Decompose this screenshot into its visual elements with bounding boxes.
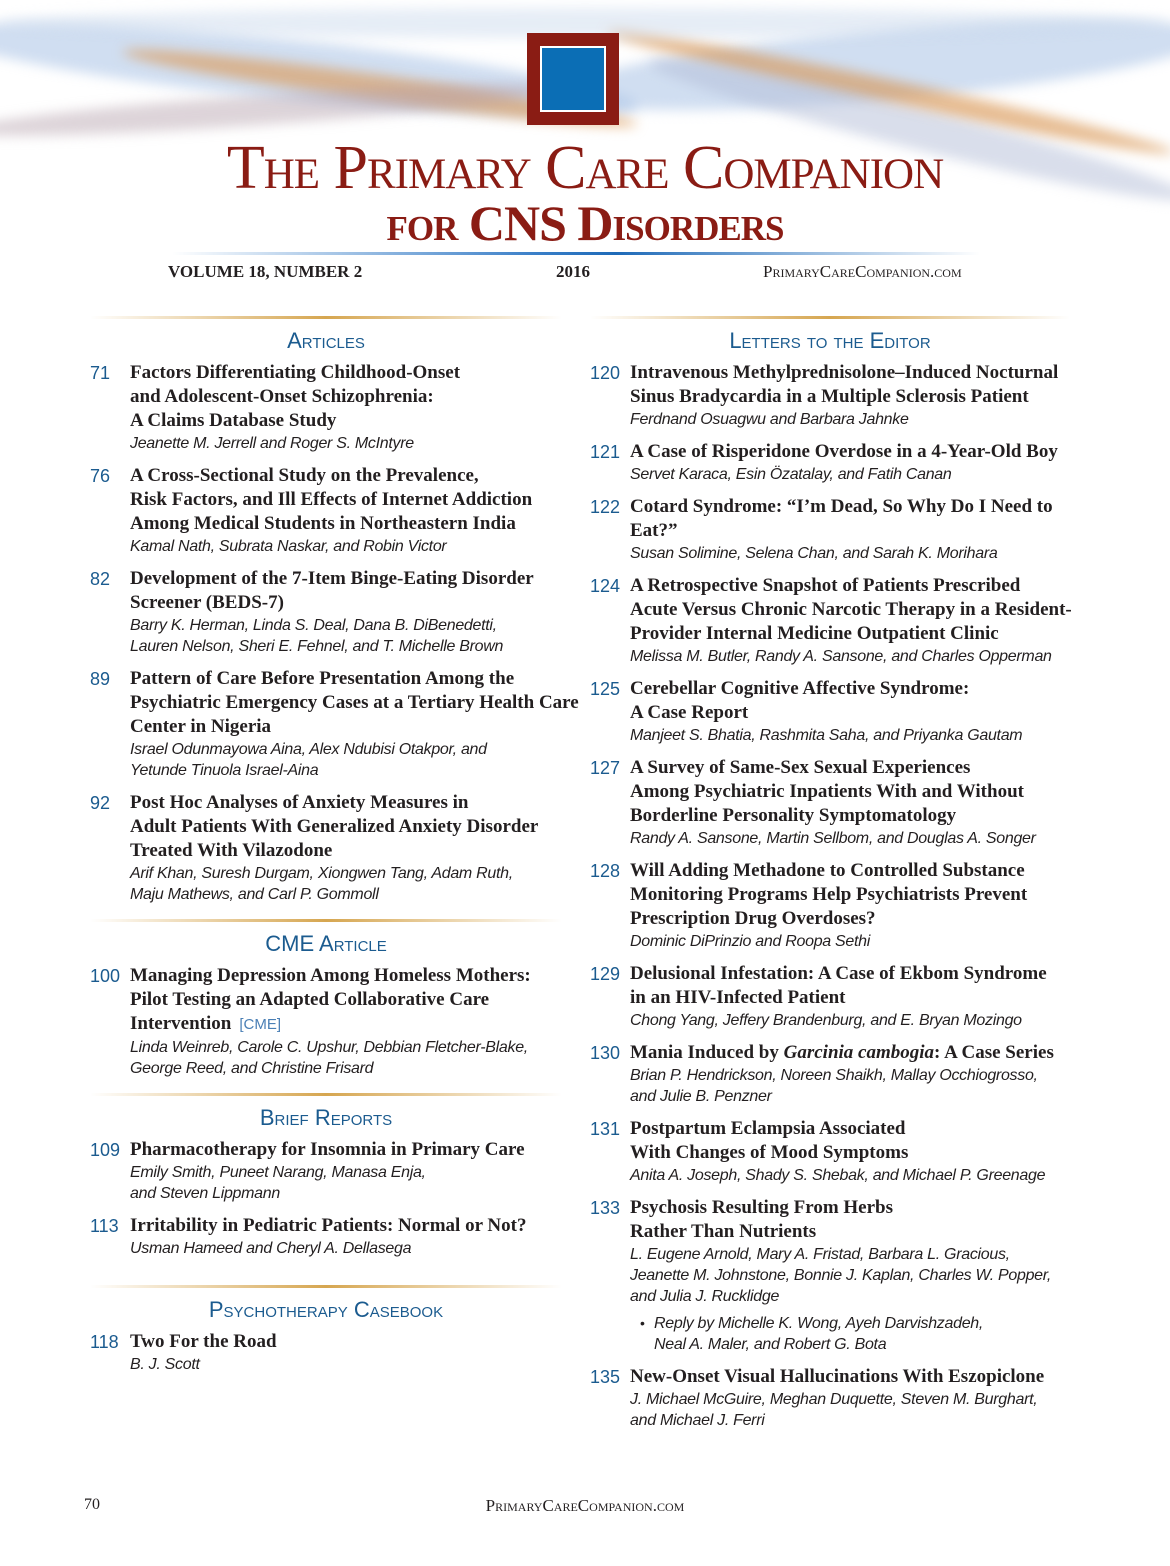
authors-line: Servet Karaca, Esin Özatalay, and Fatih Canan bbox=[630, 466, 952, 483]
toc-entry[interactable] bbox=[590, 1117, 1070, 1186]
toc-entry[interactable] bbox=[90, 567, 562, 657]
toc-entry[interactable] bbox=[90, 964, 562, 1079]
authors-line: Brian P. Hendrickson, Noreen Shaikh, Mallay Occhiogrosso, bbox=[630, 1067, 1038, 1084]
section-heading: Articles bbox=[287, 328, 365, 353]
section-divider bbox=[590, 316, 1070, 319]
article-title-line[interactable]: Eat?” bbox=[630, 520, 678, 541]
article-title-line[interactable]: With Changes of Mood Symptoms bbox=[630, 1142, 909, 1163]
entry-body bbox=[630, 361, 1070, 430]
entry-body bbox=[130, 791, 562, 905]
masthead-divider bbox=[172, 252, 980, 255]
article-title-line[interactable]: A Claims Database Study bbox=[130, 410, 337, 431]
toc-entry[interactable] bbox=[90, 1138, 562, 1204]
entry-body bbox=[630, 962, 1070, 1031]
page-number: 125 bbox=[590, 679, 621, 699]
right-column bbox=[590, 316, 1070, 1441]
authors-line: Emily Smith, Puneet Narang, Manasa Enja, bbox=[130, 1164, 426, 1181]
entry-body bbox=[130, 567, 562, 657]
article-title-line[interactable]: Risk Factors, and Ill Effects of Internet Addiction bbox=[130, 489, 533, 510]
journal-subtitle: for CNS Disorders bbox=[386, 195, 784, 251]
article-title-line[interactable]: Pattern of Care Before Presentation Among the bbox=[130, 668, 515, 689]
toc-entry[interactable] bbox=[90, 464, 562, 557]
journal-title: The Primary Care Companion bbox=[226, 134, 944, 202]
article-title-line[interactable]: A Survey of Same-Sex Sexual Experiences bbox=[630, 757, 971, 778]
article-title-line[interactable]: in an HIV-Infected Patient bbox=[630, 987, 846, 1008]
entry-body bbox=[630, 495, 1070, 564]
entry-body bbox=[630, 1041, 1070, 1107]
toc-entry[interactable] bbox=[590, 1365, 1070, 1431]
authors-line: and Steven Lippmann bbox=[130, 1185, 280, 1202]
footer-website[interactable]: PrimaryCareCompanion.com bbox=[485, 1496, 685, 1515]
authors-line: Israel Odunmayowa Aina, Alex Ndubisi Otakpor, and bbox=[130, 741, 487, 758]
toc-section bbox=[590, 316, 1070, 1431]
page-number: 129 bbox=[590, 964, 621, 984]
entry-body bbox=[630, 1365, 1070, 1431]
entry-body bbox=[630, 756, 1070, 849]
article-title-line[interactable]: Two For the Road bbox=[130, 1331, 277, 1352]
article-title-line[interactable]: A Retrospective Snapshot of Patients Prescribed bbox=[630, 575, 1021, 596]
article-title-line[interactable]: Sinus Bradycardia in a Multiple Sclerosis Patient bbox=[630, 386, 1029, 407]
entry-body bbox=[130, 1138, 562, 1204]
title-text: Intervention bbox=[130, 1013, 232, 1034]
authors-line: Linda Weinreb, Carole C. Upshur, Debbian Fletcher-Blake, bbox=[130, 1039, 528, 1056]
article-title-line[interactable]: Acute Versus Chronic Narcotic Therapy in a Resident- bbox=[630, 599, 1072, 620]
authors-line: and Julie B. Penzner bbox=[630, 1088, 772, 1105]
toc-entry[interactable] bbox=[590, 1196, 1070, 1355]
page-number: 130 bbox=[590, 1043, 621, 1063]
page-number: 100 bbox=[90, 966, 121, 986]
article-title-line[interactable]: Psychosis Resulting From Herbs bbox=[630, 1197, 894, 1218]
section-heading: Letters to the Editor bbox=[729, 328, 931, 353]
authors-line: Dominic DiPrinzio and Roopa Sethi bbox=[630, 933, 870, 950]
toc-section bbox=[90, 1285, 562, 1375]
article-title-line[interactable]: Factors Differentiating Childhood-Onset bbox=[130, 362, 461, 383]
issue-year: 2016 bbox=[556, 262, 590, 281]
authors-line: Usman Hameed and Cheryl A. Dellasega bbox=[130, 1240, 412, 1257]
toc-entry[interactable] bbox=[590, 1041, 1070, 1107]
volume-number: VOLUME 18, NUMBER 2 bbox=[168, 262, 363, 281]
section-heading: CME Article bbox=[265, 931, 387, 956]
toc-section bbox=[90, 316, 579, 905]
toc-section bbox=[90, 919, 562, 1079]
page-number: 92 bbox=[90, 793, 111, 813]
authors-line: George Reed, and Christine Frisard bbox=[130, 1060, 374, 1077]
reply-lines bbox=[654, 1313, 983, 1355]
entry-body bbox=[630, 1117, 1070, 1186]
entry-body bbox=[630, 859, 1070, 952]
section-divider bbox=[90, 1093, 562, 1096]
section-divider bbox=[90, 316, 562, 319]
toc-entry[interactable] bbox=[590, 574, 1070, 667]
toc-entry[interactable] bbox=[590, 677, 1070, 746]
article-title-line[interactable]: Pharmacotherapy for Insomnia in Primary Care bbox=[130, 1139, 525, 1160]
article-title-line[interactable]: Among Psychiatric Inpatients With and Without bbox=[630, 781, 1024, 802]
entry-body bbox=[130, 361, 562, 454]
authors-line: Lauren Nelson, Sheri E. Fehnel, and T. Michelle Brown bbox=[130, 638, 504, 655]
article-title-line[interactable]: Provider Internal Medicine Outpatient Clinic bbox=[630, 623, 999, 644]
left-column bbox=[90, 316, 579, 1385]
page-number: 122 bbox=[590, 497, 621, 517]
article-title-line[interactable]: A Case of Risperidone Overdose in a 4-Year-Old Boy bbox=[630, 441, 1058, 462]
article-title-line[interactable]: Psychiatric Emergency Cases at a Tertiary Health Care bbox=[130, 692, 579, 713]
authors-line: Anita A. Joseph, Shady S. Shebak, and Michael P. Greenage bbox=[630, 1167, 1046, 1184]
page-number: 127 bbox=[590, 758, 621, 778]
article-title-line[interactable]: Delusional Infestation: A Case of Ekbom Syndrome bbox=[630, 963, 1047, 984]
article-title-line[interactable]: Postpartum Eclampsia Associated bbox=[630, 1118, 906, 1139]
toc-entry[interactable] bbox=[90, 1330, 562, 1375]
page-number: 89 bbox=[90, 669, 111, 689]
article-title-line[interactable]: Among Medical Students in Northeastern India bbox=[130, 513, 516, 534]
article-title-line[interactable]: Treated With Vilazodone bbox=[130, 840, 333, 861]
entry-body bbox=[130, 667, 579, 781]
authors-line: and Michael J. Ferri bbox=[630, 1412, 765, 1429]
page-number: 120 bbox=[590, 363, 621, 383]
authors-line: Jeanette M. Johnstone, Bonnie J. Kaplan, Charles W. Popper, bbox=[630, 1267, 1052, 1284]
entry-body bbox=[630, 677, 1070, 746]
article-title-line[interactable]: Screener (BEDS-7) bbox=[130, 592, 284, 613]
toc-entry[interactable] bbox=[90, 361, 562, 454]
toc-entry[interactable] bbox=[90, 667, 579, 781]
page-number: 70 bbox=[84, 1496, 100, 1513]
journal-logo bbox=[527, 33, 619, 125]
section-heading: Brief Reports bbox=[259, 1105, 393, 1130]
toc-entry[interactable] bbox=[590, 361, 1070, 430]
page-number: 124 bbox=[590, 576, 621, 596]
authors-line: Yetunde Tinuola Israel-Aina bbox=[130, 762, 319, 779]
authors-line: B. J. Scott bbox=[130, 1356, 200, 1373]
article-title-line[interactable]: Monitoring Programs Help Psychiatrists Prevent bbox=[630, 884, 1028, 905]
page-number: 128 bbox=[590, 861, 621, 881]
title-segment: Garcinia cambogia bbox=[783, 1042, 935, 1063]
authors-line: Arif Khan, Suresh Durgam, Xiongwen Tang, Adam Ruth, bbox=[130, 865, 513, 882]
article-title-line[interactable]: New-Onset Visual Hallucinations With Eszopiclone bbox=[630, 1366, 1045, 1387]
authors-line: Susan Solimine, Selena Chan, and Sarah K. Morihara bbox=[630, 545, 998, 562]
article-title-line[interactable]: Prescription Drug Overdoses? bbox=[630, 908, 876, 929]
article-title-line[interactable]: Center in Nigeria bbox=[130, 716, 272, 737]
toc-section bbox=[90, 1093, 562, 1259]
authors-line: Melissa M. Butler, Randy A. Sansone, and Charles Opperman bbox=[630, 648, 1052, 665]
article-title-line[interactable]: Cotard Syndrome: “I’m Dead, So Why Do I Need to bbox=[630, 496, 1053, 517]
reply-item[interactable] bbox=[630, 1313, 1070, 1355]
authors-line: J. Michael McGuire, Meghan Duquette, Steven M. Burghart, bbox=[630, 1391, 1038, 1408]
toc-entry[interactable] bbox=[90, 1214, 562, 1259]
entry-body bbox=[630, 1196, 1070, 1355]
toc-entry[interactable] bbox=[590, 495, 1070, 564]
page-number: 109 bbox=[90, 1140, 121, 1160]
authors-line: Kamal Nath, Subrata Naskar, and Robin Victor bbox=[130, 538, 447, 555]
cme-badge[interactable]: [CME] bbox=[239, 1016, 281, 1033]
website-link[interactable]: PrimaryCareCompanion.com bbox=[763, 262, 962, 281]
article-title-line[interactable]: A Case Report bbox=[630, 702, 749, 723]
page-number: 133 bbox=[590, 1198, 621, 1218]
article-title-line[interactable]: A Cross-Sectional Study on the Prevalence, bbox=[130, 465, 479, 486]
authors-line: and Julia J. Rucklidge bbox=[630, 1288, 780, 1305]
article-title-line[interactable]: Irritability in Pediatric Patients: Normal or Not? bbox=[130, 1215, 527, 1236]
section-divider bbox=[90, 919, 562, 922]
page-number: 131 bbox=[590, 1119, 621, 1139]
title-segment: Mania Induced by bbox=[630, 1042, 784, 1063]
entry-body bbox=[630, 574, 1072, 667]
page-number: 76 bbox=[90, 466, 111, 486]
authors-line: Barry K. Herman, Linda S. Deal, Dana B. DiBenedetti, bbox=[130, 617, 497, 634]
entry-body bbox=[130, 964, 562, 1079]
section-heading: Psychotherapy Casebook bbox=[208, 1297, 444, 1322]
toc-entry[interactable] bbox=[590, 859, 1070, 952]
entry-body bbox=[130, 1330, 562, 1375]
toc-entry[interactable] bbox=[590, 962, 1070, 1031]
entry-body bbox=[130, 464, 562, 557]
authors-line: Manjeet S. Bhatia, Rashmita Saha, and Priyanka Gautam bbox=[630, 727, 1023, 744]
entry-body bbox=[130, 1214, 562, 1259]
toc-entry[interactable] bbox=[590, 440, 1070, 485]
authors-line: L. Eugene Arnold, Mary A. Fristad, Barbara L. Gracious, bbox=[630, 1246, 1010, 1263]
toc-entry[interactable] bbox=[90, 791, 562, 905]
page-number: 82 bbox=[90, 569, 111, 589]
bullet-icon: • bbox=[640, 1315, 645, 1331]
article-title-line[interactable]: and Adolescent-Onset Schizophrenia: bbox=[130, 386, 434, 407]
page-number: 118 bbox=[90, 1332, 119, 1352]
reply-line: Reply by Michelle K. Wong, Ayeh Darvishzadeh, bbox=[654, 1315, 984, 1332]
article-title-line[interactable]: Pilot Testing an Adapted Collaborative Care bbox=[130, 989, 490, 1010]
article-title-line[interactable]: Cerebellar Cognitive Affective Syndrome: bbox=[630, 678, 970, 699]
authors-line: Ferdnand Osuagwu and Barbara Jahnke bbox=[630, 411, 909, 428]
toc-entry[interactable] bbox=[590, 756, 1070, 849]
authors-line: Maju Mathews, and Carl P. Gommoll bbox=[130, 886, 379, 903]
entry-body bbox=[630, 440, 1070, 485]
authors-line: Jeanette M. Jerrell and Roger S. McIntyre bbox=[130, 435, 414, 452]
reply-line: Neal A. Maler, and Robert G. Bota bbox=[654, 1336, 887, 1353]
article-title-line[interactable]: Will Adding Methadone to Controlled Substance bbox=[630, 860, 1025, 881]
authors-line: Randy A. Sansone, Martin Sellbom, and Douglas A. Songer bbox=[630, 830, 1036, 847]
article-title-line[interactable]: Development of the 7-Item Binge-Eating Disorder bbox=[130, 568, 534, 589]
article-title-line[interactable]: Borderline Personality Symptomatology bbox=[630, 805, 957, 826]
article-title-line[interactable]: Rather Than Nutrients bbox=[630, 1221, 817, 1242]
article-title-line[interactable] bbox=[630, 1041, 1070, 1065]
article-title-line[interactable]: Intravenous Methylprednisolone–Induced Nocturnal bbox=[630, 362, 1059, 383]
page-number: 135 bbox=[590, 1367, 621, 1387]
page-number: 71 bbox=[90, 363, 111, 383]
authors-line: Chong Yang, Jeffery Brandenburg, and E. Bryan Mozingo bbox=[630, 1012, 1022, 1029]
article-title-line[interactable]: Managing Depression Among Homeless Mothers: bbox=[130, 965, 531, 986]
article-title-line[interactable]: Adult Patients With Generalized Anxiety Disorder bbox=[130, 816, 539, 837]
article-title-line[interactable]: Post Hoc Analyses of Anxiety Measures in bbox=[130, 792, 469, 813]
section-divider bbox=[90, 1285, 562, 1288]
page-number: 121 bbox=[590, 442, 621, 462]
article-title-line[interactable] bbox=[130, 1012, 562, 1037]
page-number: 113 bbox=[90, 1216, 119, 1236]
title-segment: : A Case Series bbox=[934, 1042, 1054, 1063]
